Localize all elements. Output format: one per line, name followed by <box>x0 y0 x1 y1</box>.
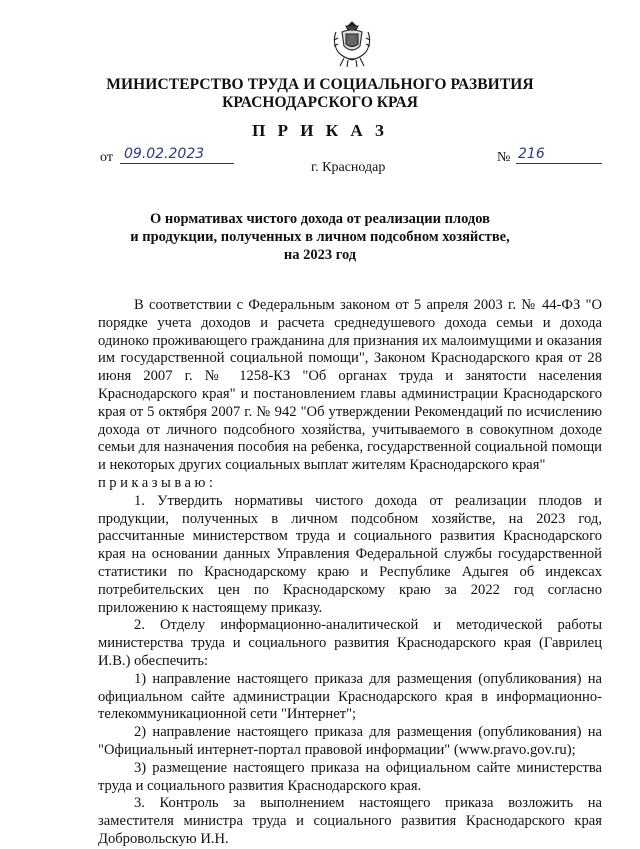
document-body <box>98 297 602 849</box>
title-line-1: О нормативах чистого дохода от реализации плодов <box>150 211 490 227</box>
title-line-3: на 2023 год <box>283 247 357 263</box>
number-value: 216 <box>516 146 602 164</box>
number-label: № <box>497 150 511 165</box>
item-2-1-paragraph: 1) направление настоящего приказа для размещения (опубликования) на официальном сайте администрации Краснодарского края в информационно-телекоммуникационной сети "Интернет"; <box>98 670 602 723</box>
document-title <box>0 210 640 264</box>
date-label: от <box>100 150 113 165</box>
item-2-2-paragraph: 2) направление настоящего приказа для размещения (опубликования) на "Официальный интернет-портал правовой информации" (www.pravo.gov.ru); <box>98 724 602 758</box>
order-word: приказываю: <box>98 474 217 491</box>
item-3-paragraph: 3. Контроль за выполнением настоящего приказа возложить на заместителя министра труда и социального развития Краснодарского края Добровольскую И.Н. <box>98 795 602 847</box>
title-line-2: и продукции, полученных в личном подсобном хозяйстве, <box>130 229 510 245</box>
item-1-paragraph: 1. Утвердить нормативы чистого дохода от реализации плодов и продукции, полученных в личном подсобном хозяйстве, на 2023 год, рассчитанные министерством труда и социального развития Краснодарского края на основании данных Управления Федеральной службы государственной статистики по Краснодарскому краю и Республике Адыгея об индексах потребительских цен по Краснодарскому краю за 2022 год согласно приложению к настоящему приказу. <box>98 492 602 616</box>
document-type: П Р И К А З <box>252 121 388 140</box>
coat-of-arms-icon <box>330 18 374 70</box>
item-2-3-paragraph: 3) размещение настоящего приказа на официальном сайте министерства труда и социального развития Краснодарского края. <box>98 759 602 794</box>
city: г. Краснодар <box>311 160 386 175</box>
ministry-name-line2: КРАСНОДАРСКОГО КРАЯ <box>222 94 418 111</box>
preamble-paragraph: В соответствии с Федеральным законом от 5 апреля 2003 г. № 44-ФЗ "О порядке учета доходов и расчета среднедушевого дохода семьи и дохода одиноко проживающего гражданина для признания их малоимущими и оказания им государственной социальной помощи", Законом Краснодарского края от 28 июня 2007 г. № 1258-КЗ "Об органах труда и занятости населения Краснодарского края" и постановлением главы администрации Краснодарского края от 5 октября 2007 г. № 942 "Об утверждении Рекомендаций по исчислению дохода от личного подсобного хозяйства, учитываемого в совокупном доходе семьи для назначения пособия на ребенка, государственной социальной помощи и некоторых других социальных выплат жителям Краснодарского края" <box>98 297 602 474</box>
item-2-paragraph: 2. Отделу информационно-аналитической и методической работы министерства труда и социального развития Краснодарского края (Гаврилец И.В.) обеспечить: <box>98 617 602 669</box>
date-value: 09.02.2023 <box>120 146 234 164</box>
ministry-name-line1: МИНИСТЕРСТВО ТРУДА И СОЦИАЛЬНОГО РАЗВИТИЯ <box>106 76 534 93</box>
